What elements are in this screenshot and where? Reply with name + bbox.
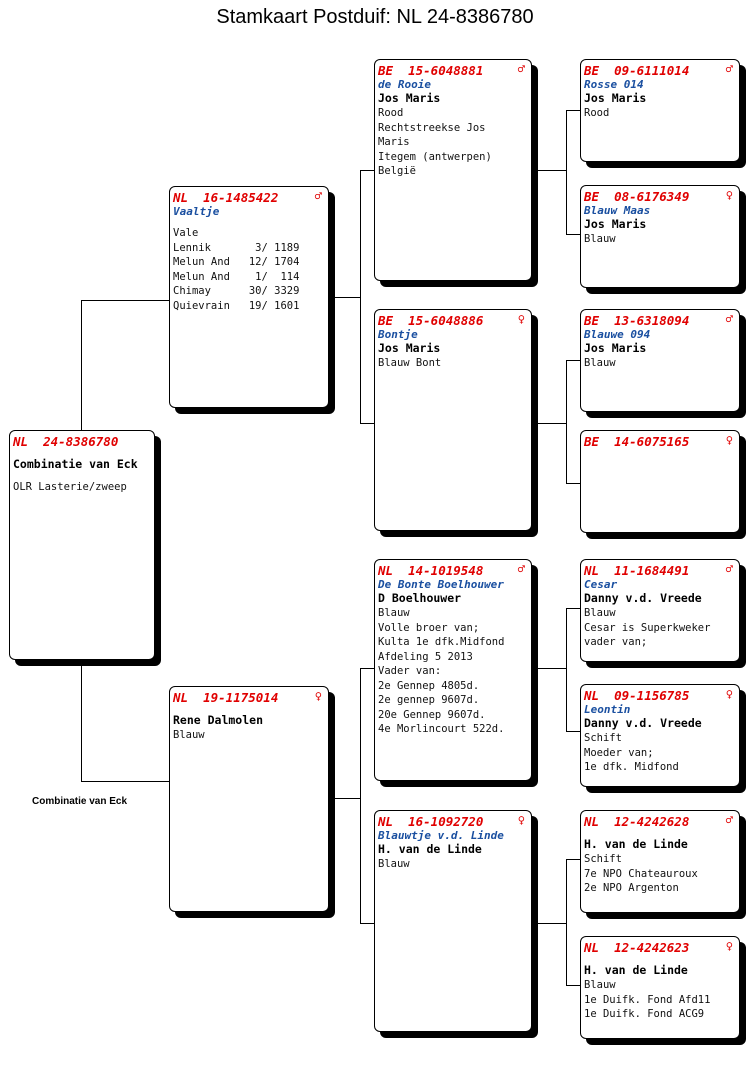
connector-line	[360, 423, 374, 424]
pigeon-card-mm[interactable]	[374, 810, 532, 1032]
male-icon: ♂	[725, 562, 733, 576]
breeder-name: H. van de Linde	[378, 842, 482, 856]
pigeon-card-mf[interactable]	[374, 559, 532, 781]
connector-line	[360, 668, 361, 924]
connector-line	[360, 170, 361, 424]
ring-number: NL 09-1156785	[584, 688, 690, 703]
female-icon: ♀	[725, 939, 733, 953]
breeder-name: H. van de Linde	[584, 963, 688, 977]
info-line: Quievrain 19/ 1601	[173, 299, 300, 312]
info-line: 2e NPO Argenton	[584, 882, 679, 894]
pigeon-name: Cesar	[584, 578, 618, 591]
info-line: Blauw	[584, 357, 616, 369]
female-icon: ♀	[517, 813, 525, 827]
male-icon: ♂	[725, 312, 733, 326]
info-line: Kulta 1e dfk.Midfond	[378, 636, 505, 648]
ring-number: NL 12-4242623	[584, 940, 690, 955]
breeder-name: Jos Maris	[584, 341, 647, 355]
ring-number: BE 14-6075165	[584, 434, 690, 449]
info-line: 20e Gennep 9607d.	[378, 708, 486, 721]
connector-line	[333, 297, 361, 298]
info-line: België	[378, 165, 416, 177]
info-line: Blauw	[378, 607, 410, 619]
ring-number: NL 16-1092720	[378, 814, 484, 829]
info-line: Maris	[378, 136, 410, 148]
pigeon-name: Blauw Maas	[584, 204, 651, 217]
info-line: Cesar is Superkweker	[584, 621, 711, 634]
connector-line	[566, 110, 567, 235]
pigeon-card-mmm[interactable]	[580, 936, 740, 1039]
info-line: 4e Morlincourt 522d.	[378, 723, 505, 735]
connector-line	[360, 170, 374, 171]
info-line: Chimay 30/ 3329	[173, 285, 300, 297]
pigeon-card-mmf[interactable]	[580, 810, 740, 913]
breeder-name: Danny v.d. Vreede	[584, 591, 702, 605]
connector-line	[566, 608, 567, 732]
male-icon: ♂	[725, 62, 733, 76]
connector-line	[81, 658, 82, 782]
connector-line	[537, 923, 567, 924]
info-line: 2e gennep 9607d.	[378, 694, 480, 706]
pigeon-card-fff[interactable]	[580, 59, 740, 162]
female-icon: ♀	[725, 687, 733, 701]
breeder-name: H. van de Linde	[584, 837, 688, 851]
ring-number: NL 12-4242628	[584, 814, 690, 829]
pigeon-name: De Bonte Boelhouwer	[378, 578, 504, 591]
pigeon-card-mother[interactable]	[169, 686, 329, 912]
pigeon-name: Bontje	[378, 328, 418, 341]
ring-number: NL 16-1485422	[173, 190, 279, 205]
info-line: Vader van:	[378, 665, 442, 677]
connector-line	[81, 781, 169, 782]
connector-line	[81, 300, 82, 432]
info-line: Volle broer van;	[378, 621, 480, 634]
ring-number: NL 11-1684491	[584, 563, 690, 578]
breeder-name: Rene Dalmolen	[173, 713, 264, 727]
info-line: Vale	[173, 227, 199, 239]
info-line: Blauw	[173, 729, 205, 741]
breeder-name: Jos Maris	[584, 91, 647, 105]
connector-line	[566, 483, 580, 484]
info-line: Rood	[378, 107, 404, 119]
connector-line	[537, 423, 567, 424]
info-line: Schift	[584, 732, 622, 744]
male-icon: ♂	[517, 62, 525, 76]
ring-number: NL 14-1019548	[378, 563, 484, 578]
connector-line	[566, 859, 580, 860]
breeder-name: Danny v.d. Vreede	[584, 716, 702, 730]
female-icon: ♀	[517, 312, 525, 326]
ring-number: BE 13-6318094	[584, 313, 690, 328]
info-line: Blauw	[584, 979, 616, 991]
pigeon-name: Blauwtje v.d. Linde	[378, 829, 504, 842]
connector-line	[333, 798, 361, 799]
info-line: Melun And 1/ 114	[173, 270, 300, 283]
footer-breeder-label: Combinatie van Eck	[32, 796, 128, 807]
ring-number: BE 15-6048881	[378, 63, 484, 78]
pigeon-card-subject[interactable]	[9, 430, 155, 660]
connector-line	[537, 170, 567, 171]
ring-number: BE 15-6048886	[378, 313, 484, 328]
page-title: Stamkaart Postduif: NL 24-8386780	[216, 6, 534, 28]
pigeon-name: Vaaltje	[173, 205, 220, 218]
breeder-name: Combinatie van Eck	[13, 457, 138, 471]
pigeon-name: Rosse 014	[584, 78, 644, 91]
pigeon-name: de Rooie	[378, 78, 431, 91]
breeder-name: Jos Maris	[378, 91, 441, 105]
info-line: 1e Duifk. Fond ACG9	[584, 1008, 705, 1020]
info-line: Afdeling 5 2013	[378, 650, 473, 663]
info-line: OLR Lasterie/zweep	[13, 481, 127, 493]
connector-line	[360, 668, 374, 669]
pigeon-card-ff[interactable]	[374, 59, 532, 281]
info-line: vader van;	[584, 636, 648, 648]
connector-line	[566, 859, 567, 986]
pigeon-card-ffm[interactable]	[580, 185, 740, 288]
info-line: 2e Gennep 4805d.	[378, 679, 480, 692]
info-line: Moeder van;	[584, 746, 654, 759]
pigeon-name: Leontin	[584, 703, 631, 716]
info-line: Melun And 12/ 1704	[173, 256, 300, 268]
info-line: Blauw	[584, 607, 616, 619]
pigeon-card-fmf[interactable]	[580, 309, 740, 412]
pigeon-card-fm[interactable]	[374, 309, 532, 531]
connector-line	[566, 360, 567, 484]
female-icon: ♀	[314, 689, 322, 703]
female-icon: ♀	[725, 188, 733, 202]
connector-line	[566, 360, 580, 361]
connector-line	[360, 923, 374, 924]
connector-line	[566, 110, 580, 111]
ring-number: BE 08-6176349	[584, 189, 690, 204]
info-line: Schift	[584, 853, 622, 865]
ring-number: BE 09-6111014	[584, 63, 690, 78]
breeder-name: Jos Maris	[378, 341, 441, 355]
connector-line	[566, 608, 580, 609]
pigeon-card-mfm[interactable]	[580, 684, 740, 787]
info-line: Lennik 3/ 1189	[173, 241, 300, 254]
info-line: Blauw	[584, 233, 616, 245]
pigeon-card-fmm[interactable]	[580, 430, 740, 533]
male-icon: ♂	[314, 189, 322, 203]
info-line: Itegem (antwerpen)	[378, 150, 492, 163]
male-icon: ♂	[517, 562, 525, 576]
connector-line	[566, 985, 580, 986]
connector-line	[81, 300, 169, 301]
breeder-name: D Boelhouwer	[378, 591, 462, 605]
breeder-name: Jos Maris	[584, 217, 647, 231]
connector-line	[566, 731, 580, 732]
info-line: Blauw	[378, 858, 410, 870]
pigeon-card-father[interactable]	[169, 186, 329, 408]
connector-line	[537, 668, 567, 669]
info-line: Rood	[584, 107, 610, 119]
info-line: 1e dfk. Midfond	[584, 761, 679, 773]
connector-line	[566, 234, 580, 235]
female-icon: ♀	[725, 433, 733, 447]
info-line: Blauw Bont	[378, 357, 442, 369]
ring-number: NL 19-1175014	[173, 690, 279, 705]
info-line: 1e Duifk. Fond Afd11	[584, 993, 711, 1006]
info-line: Rechtstreekse Jos	[378, 121, 486, 134]
ring-number: NL 24-8386780	[13, 434, 119, 449]
pigeon-name: Blauwe 094	[584, 328, 651, 341]
pigeon-card-mff[interactable]	[580, 559, 740, 662]
male-icon: ♂	[725, 813, 733, 827]
info-line: 7e NPO Chateauroux	[584, 867, 698, 880]
